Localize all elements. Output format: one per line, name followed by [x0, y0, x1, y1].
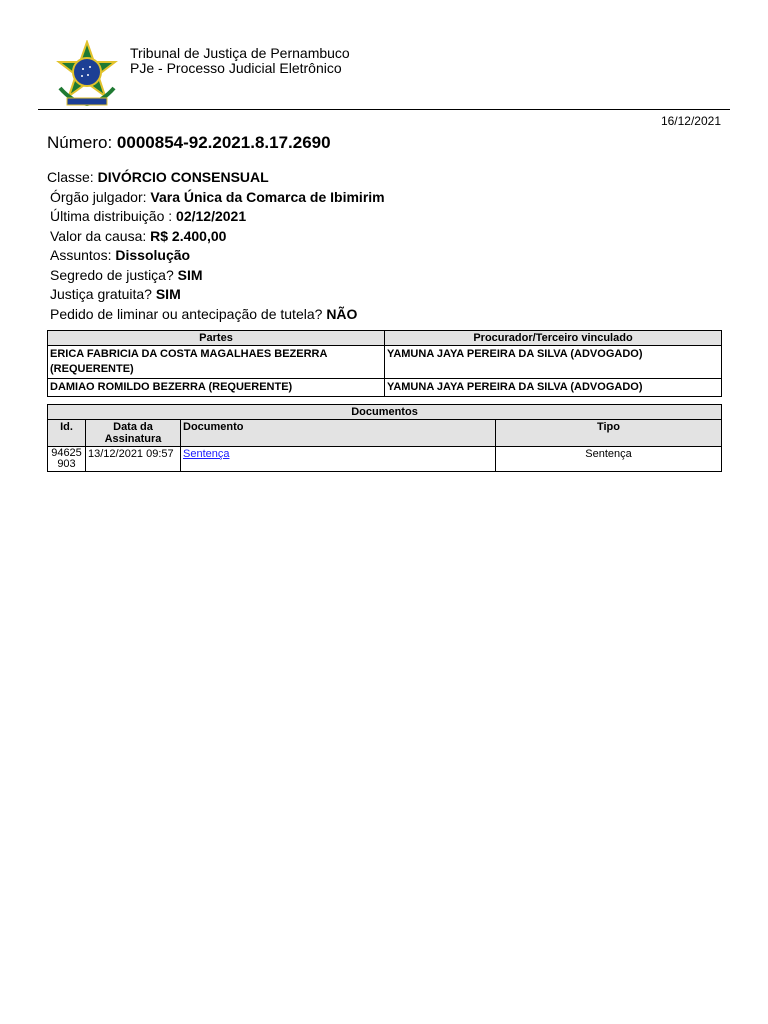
id-header: Id. [48, 420, 86, 447]
court-name: Tribunal de Justiça de Pernambuco [130, 45, 350, 61]
doc-id-cell: 94625 903 [48, 447, 86, 472]
partes-header: Partes [48, 331, 385, 346]
classe-value: DIVÓRCIO CONSENSUAL [97, 169, 269, 185]
process-number-line [47, 133, 331, 153]
table-row [48, 447, 722, 472]
process-number: 0000854-92.2021.8.17.2690 [116, 133, 331, 152]
issue-date: 16/12/2021 [660, 114, 721, 128]
parte-cell: DAMIAO ROMILDO BEZERRA (REQUERENTE) [48, 379, 385, 397]
doc-date-cell: 13/12/2021 09:57 [86, 447, 181, 472]
orgao-label: Órgão julgador: [50, 188, 147, 205]
partes-table [47, 330, 722, 397]
distribuicao-label: Última distribuição : [50, 208, 173, 224]
assuntos-value: Dissolução [115, 247, 191, 263]
procurador-cell: YAMUNA JAYA PEREIRA DA SILVA (ADVOGADO) [385, 346, 722, 379]
gratuita-row [47, 285, 385, 305]
segredo-label: Segredo de justiça? [50, 266, 174, 283]
assuntos-row [47, 246, 385, 266]
segredo-value: SIM [177, 266, 203, 283]
valor-value: R$ 2.400,00 [150, 227, 227, 244]
valor-label: Valor da causa: [50, 227, 147, 244]
header-divider [38, 109, 730, 110]
doc-tipo-cell: Sentença [496, 447, 722, 472]
gratuita-value: SIM [155, 286, 181, 302]
gratuita-label: Justiça gratuita? [50, 286, 152, 302]
segredo-row [47, 266, 385, 286]
valor-row [47, 227, 385, 247]
documentos-table [47, 404, 722, 472]
doc-name-cell [181, 447, 496, 472]
parte-cell: ERICA FABRICIA DA COSTA MAGALHAES BEZERRA (REQUERENTE) [48, 346, 385, 379]
system-name: PJe - Processo Judicial Eletrônico [130, 60, 342, 76]
brazil-coat-of-arms-icon [52, 40, 122, 110]
liminar-value: NÃO [326, 305, 358, 322]
partes-header-row [48, 331, 722, 346]
documentos-header-row [48, 420, 722, 447]
orgao-value: Vara Única da Comarca de Ibimirim [150, 188, 385, 205]
distribuicao-value: 02/12/2021 [176, 208, 247, 224]
table-row [48, 346, 722, 379]
classe-label: Classe: [47, 169, 94, 185]
numero-label: Número: [47, 133, 113, 152]
documentos-title-row [48, 405, 722, 420]
process-info [47, 168, 385, 324]
court-header [130, 46, 350, 76]
liminar-label: Pedido de liminar ou antecipação de tutela? [50, 305, 323, 322]
documento-header: Documento [181, 420, 496, 447]
distribuicao-row [47, 207, 385, 227]
liminar-row [47, 305, 385, 325]
assuntos-label: Assuntos: [50, 247, 112, 263]
sentenca-link[interactable]: Sentença [183, 448, 230, 460]
tipo-header: Tipo [496, 420, 722, 447]
procurador-header: Procurador/Terceiro vinculado [385, 331, 722, 346]
table-row [48, 379, 722, 397]
procurador-cell: YAMUNA JAYA PEREIRA DA SILVA (ADVOGADO) [385, 379, 722, 397]
classe-row [47, 168, 385, 188]
data-assinatura-header: Data da Assinatura [86, 420, 181, 447]
documentos-title: Documentos [48, 405, 722, 420]
orgao-row [47, 188, 385, 208]
